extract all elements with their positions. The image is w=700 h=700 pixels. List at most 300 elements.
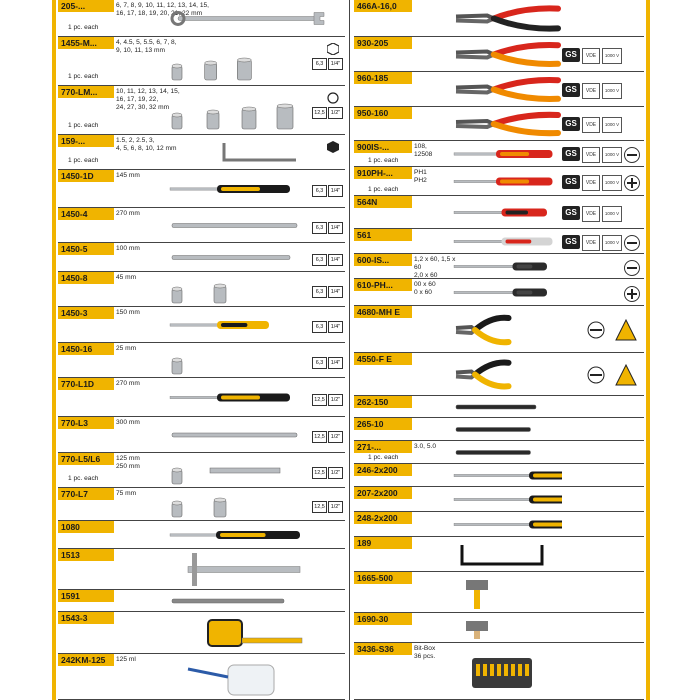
column-divider [349,0,350,700]
socket-opening [205,61,217,65]
size-badge: 12,5 [312,394,327,406]
item-description: 145 mm [116,172,140,179]
socket-shape [214,286,226,303]
catalog-row [354,0,644,37]
item-code: 189 [354,537,412,549]
hex-socket-icon [327,43,339,55]
plier-jaw-bottom [456,90,494,93]
tool-handle-grip [221,323,247,327]
plier-jaw-top [456,52,494,55]
vde-mark-icon: VDE [582,175,600,191]
catalog-row [58,135,345,170]
oil-bottle-spout [188,669,228,677]
item-code: 950-160 [354,107,412,119]
tool-illustration [452,109,562,139]
bit-shape [525,664,529,676]
size-badge: 1/2" [328,467,343,479]
tool-illustration [452,2,562,35]
catalog-row [354,572,644,613]
item-quantity-note: 1 pc. each [368,454,399,461]
tool-shaft [170,324,219,326]
certification-marks [562,235,622,251]
size-badge: 6,3 [312,222,327,234]
size-badge: 6,3 [312,254,327,266]
tool-illustration [452,74,562,105]
tool-illustration [168,245,308,270]
tool-illustration [168,42,308,82]
slotted-tip-icon [624,147,640,163]
tool-illustration [452,514,562,535]
item-description: 100 mm [116,245,140,252]
catalog-row [58,243,345,272]
tool-illustration [452,169,562,194]
socket-opening [172,287,182,291]
tool-shaft [454,265,515,267]
bit-shape [518,664,522,676]
oil-bottle-body [228,665,274,695]
gs-mark-icon: GS [562,206,580,220]
socket-shape [277,106,293,129]
size-badges [312,467,343,479]
plier-handle-top [494,115,558,124]
item-description: 270 mm [116,210,140,217]
tool-illustration [452,281,562,304]
tool-handle-grip [533,523,562,527]
item-code: 262-150 [354,396,412,408]
catalog-row [58,86,345,135]
hex-key-icon [327,141,339,153]
tool-illustration [452,398,562,416]
extension-bar [210,468,280,473]
tool-handle-grip [221,396,260,400]
catalog-row [58,453,345,488]
hex-shape [327,43,339,55]
item-code: 561 [354,229,412,241]
item-code: 770-LM... [58,86,114,98]
plier-handle-bottom [494,55,558,64]
tool-illustration [168,380,308,415]
bit-shape [511,664,515,676]
tool-illustration [168,490,308,519]
tool-illustration [168,419,308,451]
item-description: 125 mm 250 mm [116,455,140,470]
bit-shape [504,664,508,676]
catalog-row [58,590,345,612]
certification-marks [562,83,622,99]
tool-handle-grip [506,211,529,215]
catalog-row [58,521,345,549]
plier-jaw-bottom [456,55,494,58]
catalog-row [58,612,345,654]
item-quantity-note: 1 pc. each [368,157,399,164]
tool-illustration [168,345,308,376]
size-badge: 1/4" [328,286,343,298]
vde-mark-icon: VDE [582,235,600,251]
tool-illustration [452,615,562,641]
tool-illustration [452,489,562,510]
size-badges [312,107,343,119]
esd-triangle [616,320,636,340]
size-badge: 6,3 [312,286,327,298]
bit-shape [476,664,480,676]
socket-opening [214,284,226,288]
gs-mark-icon: GS [562,48,580,62]
catalog-row [58,654,345,700]
size-badges [312,321,343,333]
tool-illustration [452,256,562,277]
voltage-rating-icon: 1000 V [602,175,622,191]
hammer-handle [474,590,480,609]
plier-jaw-bottom [456,124,494,127]
plier-handle-bottom [494,19,558,29]
plier-handle-top [494,8,558,18]
bit-shape [490,664,494,676]
catalog-row [354,107,644,141]
voltage-rating-icon: 1000 V [602,147,622,163]
item-quantity-note: 1 pc. each [68,157,99,164]
wrench-open-end [314,13,324,25]
socket-shape [242,109,256,129]
size-badge: 1/2" [328,107,343,119]
tool-illustration [452,143,562,165]
item-description: 270 mm [116,380,140,387]
item-code: 1450-4 [58,208,114,220]
tool-shaft [454,291,515,293]
tool-handle-grip [220,533,266,537]
size-badge: 1/2" [328,501,343,513]
tool-shaft [170,534,218,536]
catalog-row [354,487,644,512]
item-description: 45 mm [116,274,137,281]
vde-mark-icon: VDE [582,83,600,99]
plier-jaw-bottom [456,19,494,22]
item-description: PH1 PH2 [414,169,427,184]
size-badge: 6,3 [312,321,327,333]
esd-slot [590,374,602,376]
catalog-row [58,343,345,378]
tool-illustration [452,39,562,70]
item-code: 610-PH... [354,279,412,291]
tool-handle-grip [506,240,532,244]
item-code: 770-L7 [58,488,114,500]
voltage-rating-icon: 1000 V [602,48,622,64]
caliper-beam [188,567,300,573]
catalog-row [354,441,644,464]
tool-illustration [168,592,328,610]
item-code: 271-... [354,441,412,453]
hammer-head [466,621,488,631]
gs-mark-icon: GS [562,147,580,161]
tool-illustration [168,455,308,486]
gs-mark-icon: GS [562,175,580,189]
catalog-row [58,0,345,37]
socket-opening [242,107,256,111]
item-code: 1591 [58,590,114,602]
tool-shaft [454,498,531,500]
tool-illustration [168,137,328,168]
caliper-jaw [192,553,197,586]
esd-mark-icon [586,363,642,387]
catalog-row [354,353,644,396]
item-code: 207-2x200 [354,487,412,499]
socket-opening [172,113,182,117]
item-description: 125 ml [116,656,136,663]
voltage-rating-icon: 1000 V [602,206,622,222]
tool-illustration [452,198,562,227]
bar-shape [456,428,531,432]
tool-illustration [452,652,562,692]
size-badge: 1/4" [328,185,343,197]
item-description: 1.5, 2, 2.5, 3, 4, 5, 6, 8, 10, 12 mm [116,137,177,152]
catalog-row [58,170,345,208]
bar-shape [172,433,297,437]
item-quantity-note: 1 pc. each [68,475,99,482]
bar-shape [456,451,531,455]
hex-key-shape [224,143,296,160]
item-code: 770-L5/L6 [58,453,114,465]
vde-mark-icon: VDE [582,117,600,133]
item-code: 1543-3 [58,612,114,624]
item-description: 10, 11, 12, 13, 14, 15, 16, 17, 19, 22, 24, 27, 30, 32 mm [116,88,180,111]
item-code: 770-L3 [58,417,114,429]
item-quantity-note: 1 pc. each [368,186,399,193]
voltage-rating-icon: 1000 V [602,235,622,251]
item-description: 25 mm [116,345,137,352]
size-badges [312,286,343,298]
item-code: 960-185 [354,72,412,84]
size-badge: 12,5 [312,467,327,479]
item-quantity-note: 1 pc. each [68,73,99,80]
plier-handle-top [475,317,509,329]
catalog-row [354,418,644,441]
tool-illustration [452,231,562,252]
item-code: 910PH-... [354,167,412,179]
item-code: 1455-M... [58,37,114,49]
item-description: 6, 7, 8, 9, 10, 11, 12, 13, 14, 15, 16, 17, 18, 19, 20, 21, 22 mm [116,2,209,17]
plier-handle-bottom [494,124,558,133]
socket-opening [172,64,182,68]
bar-shape [172,224,297,228]
size-badges [312,58,343,70]
size-badge: 12,5 [312,501,327,513]
plier-handle-bottom [475,375,509,387]
slotted-tip-icon [624,260,640,276]
item-code: 900IS-... [354,141,412,153]
esd-slot [590,329,602,331]
gs-mark-icon: GS [562,83,580,97]
item-code: 466A-16,0 [354,0,412,12]
item-code: 246-2x200 [354,464,412,476]
item-code: 1450-3 [58,307,114,319]
size-badge: 1/4" [328,254,343,266]
item-code: 248-2x200 [354,512,412,524]
item-code: 1450-1D [58,170,114,182]
size-badges [312,501,343,513]
hex-shape-filled [327,141,339,153]
tool-illustration [452,420,562,439]
catalog-row [58,307,345,343]
socket-opening [172,468,182,472]
tool-shaft [170,188,219,190]
size-badges [312,431,343,443]
hammer-handle [474,631,480,639]
item-code: 265-10 [354,418,412,430]
catalog-row [354,196,644,229]
socket-shape [207,112,219,129]
catalog-row [354,512,644,537]
tool-handle-grip [221,187,260,191]
item-description: Bit-Box 36 pcs. [414,645,436,660]
catalog-row [354,254,644,279]
size-badge: 1/4" [328,321,343,333]
size-badge: 12,5 [312,107,327,119]
tool-illustration [168,523,328,547]
item-code: 1080 [58,521,114,533]
catalog-row [58,549,345,590]
item-code: 4680-MH E [354,306,412,318]
tool-illustration [452,443,562,462]
tool-illustration [452,310,562,350]
catalog-row [354,613,644,643]
tool-handle-grip [533,474,562,478]
tool-shaft [170,396,219,398]
catalog-row [354,72,644,107]
catalog-row [354,37,644,72]
esd-mark-icon [586,318,642,342]
item-description: 75 mm [116,490,137,497]
size-badges [312,357,343,369]
item-description: 3.0, 5.0 [414,443,436,450]
certification-marks [562,48,622,64]
tool-shaft [454,153,498,155]
item-code: 770-L1D [58,378,114,390]
socket-shape [214,500,226,517]
item-code: 205-... [58,0,114,12]
catalog-row [354,229,644,254]
item-code: 242KM-125 [58,654,114,666]
size-badges [312,222,343,234]
tape-measure-blade [242,638,302,643]
catalog-row [354,167,644,196]
gs-mark-icon: GS [562,235,580,249]
vde-mark-icon: VDE [582,147,600,163]
circle-shape [328,93,338,103]
tool-shaft [454,474,531,476]
item-code: 564N [354,196,412,208]
item-code: 1450-16 [58,343,114,355]
catalog-row [354,396,644,418]
size-badge: 1/2" [328,394,343,406]
size-badge: 12,5 [312,431,327,443]
plier-handle-bottom [494,90,558,99]
socket-opening [277,104,293,108]
catalog-row [354,279,644,306]
certification-marks [562,206,622,222]
plier-jaw-top [456,121,494,124]
item-code: 3436-S36 [354,643,412,655]
tool-illustration [452,466,562,485]
item-description: 108, 12508 [414,143,433,158]
plier-handle-top [475,363,509,375]
bit-box-body [472,658,532,688]
slotted-tip-icon [624,235,640,251]
tool-illustration [452,574,562,611]
tool-handle-grip [533,498,562,502]
tool-illustration [168,309,308,341]
catalog-row [58,208,345,243]
right-edge-bar [646,0,650,700]
size-badge: 6,3 [312,58,327,70]
socket-opening [172,358,182,362]
tool-shaft [454,240,504,242]
catalog-row [58,488,345,521]
item-description: 300 mm [116,419,140,426]
left-edge-bar [52,0,56,700]
bit-shape [497,664,501,676]
catalog-row [354,643,644,700]
bar-shape [456,405,536,409]
tool-illustration [168,172,308,206]
size-badge: 1/4" [328,58,343,70]
saw-frame [462,545,542,564]
item-code: 4550-F E [354,353,412,365]
bit-shape [483,664,487,676]
round-socket-icon [327,92,339,104]
item-description: 00 x 60 0 x 60 [414,281,436,296]
tool-illustration [168,657,328,697]
socket-opening [237,58,251,62]
tool-shaft [454,180,498,182]
plier-jaw-top [456,87,494,90]
catalog-row [354,141,644,167]
tool-illustration [168,614,328,652]
tool-illustration [168,274,308,305]
voltage-rating-icon: 1000 V [602,83,622,99]
item-description: 1,2 x 60, 1,5 x 60 2,0 x 60 [414,256,456,279]
size-badge: 6,3 [312,185,327,197]
size-badge: 1/2" [328,431,343,443]
socket-shape [237,60,251,80]
gs-mark-icon: GS [562,117,580,131]
tool-illustration [168,210,308,241]
item-description: 150 mm [116,309,140,316]
tape-measure-body [208,620,242,646]
vde-mark-icon: VDE [582,48,600,64]
catalog-row [354,306,644,353]
plier-handle-bottom [475,330,509,342]
item-code: 1450-5 [58,243,114,255]
tool-handle-grip [517,265,533,269]
item-quantity-note: 1 pc. each [68,122,99,129]
esd-triangle [616,365,636,385]
plier-jaw-top [456,16,494,19]
vde-mark-icon: VDE [582,206,600,222]
tool-handle-grip [517,291,533,295]
wrench-shaft [178,17,318,21]
catalog-row [58,272,345,307]
tool-shaft [454,211,504,213]
item-code: 930-205 [354,37,412,49]
catalog-row [58,37,345,86]
tool-illustration [168,91,308,131]
catalog-row [58,378,345,417]
size-badges [312,394,343,406]
certification-marks [562,175,622,191]
bar-shape [172,256,290,260]
item-code: 1450-8 [58,272,114,284]
size-badge: 6,3 [312,357,327,369]
socket-opening [207,110,219,114]
